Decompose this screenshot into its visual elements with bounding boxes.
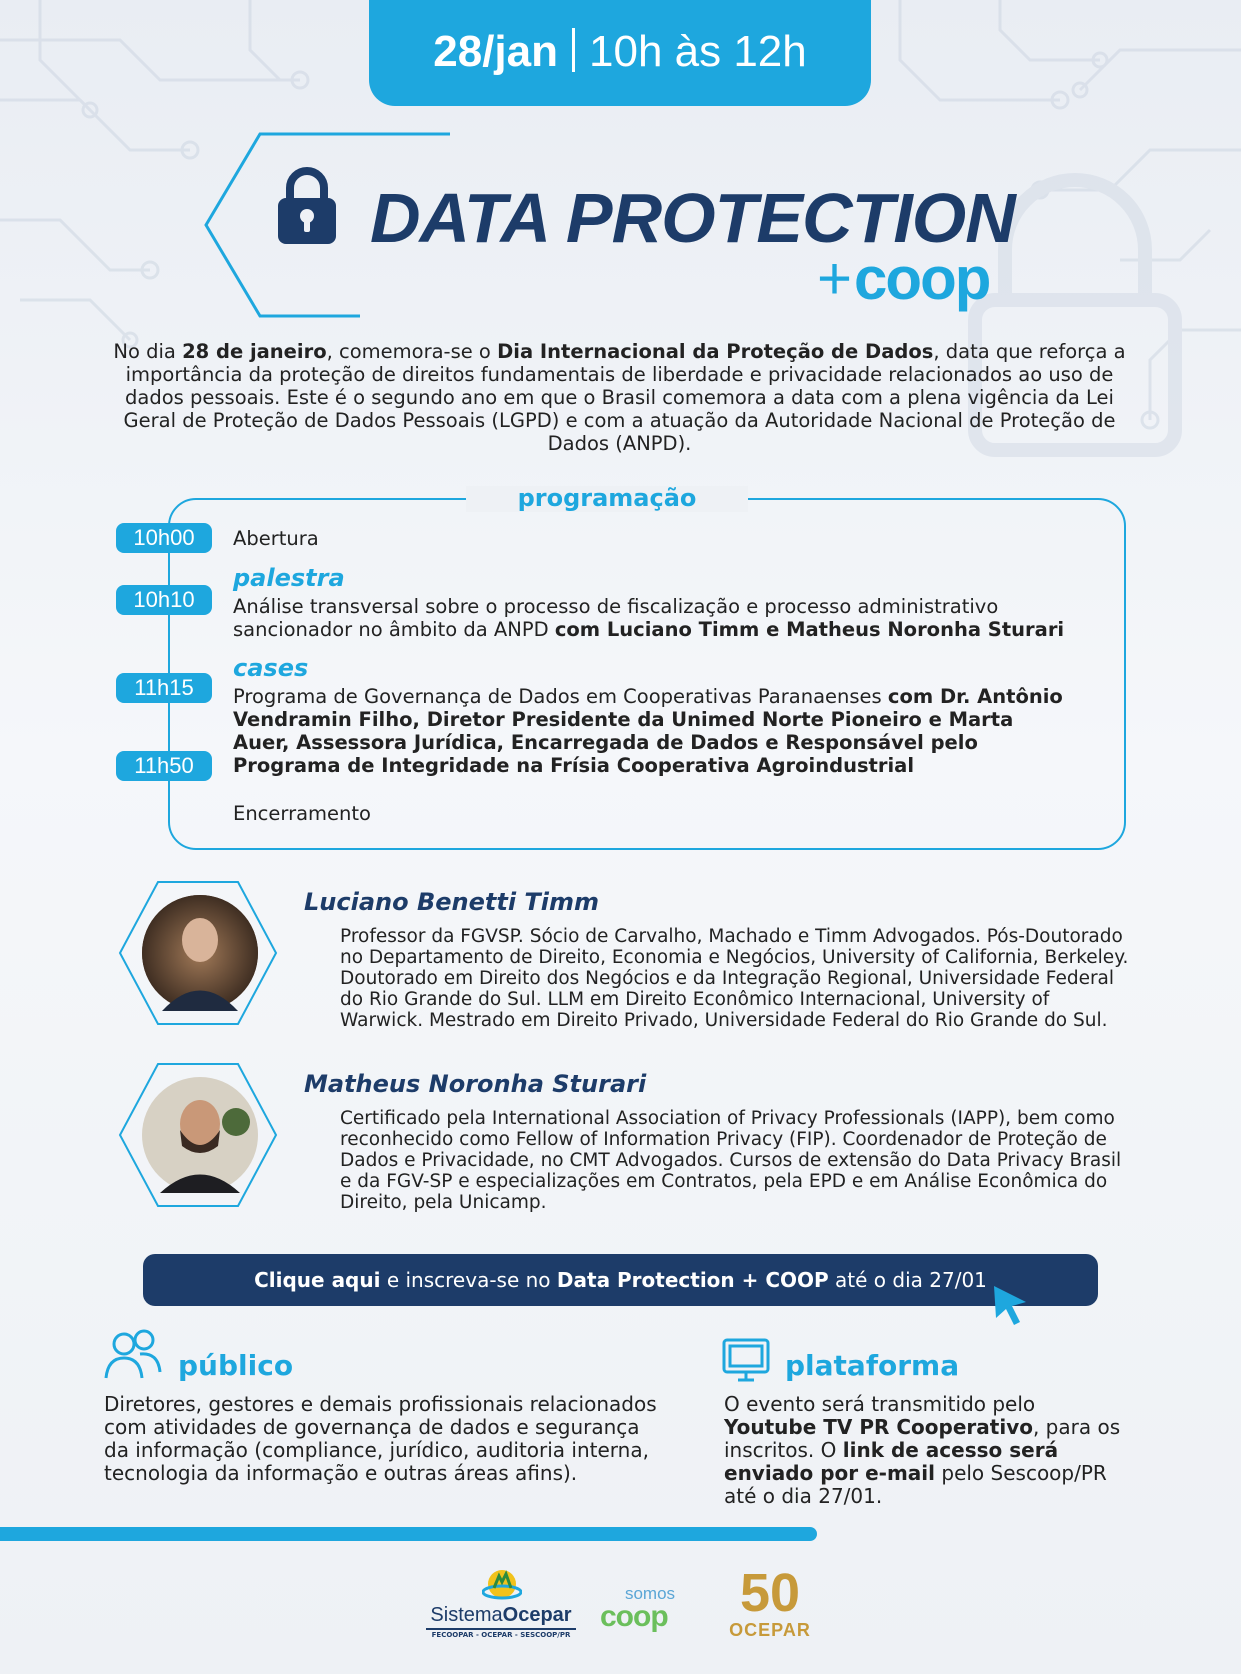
- platform-channel: Youtube TV PR Cooperativo: [724, 1415, 1033, 1439]
- coop-wordmark: [817, 244, 989, 313]
- sistema-ocepar-sub: FECOOPAR - OCEPAR - SESCOOP/PR: [426, 1628, 576, 1639]
- program-item-text: Encerramento: [233, 802, 371, 825]
- intro-text: No dia: [113, 340, 183, 363]
- cta-text: e inscreva-se no: [380, 1268, 557, 1292]
- ocepar-emblem-icon: [482, 1568, 522, 1604]
- speaker-bio: Certificado pela International Association of Privacy Professionals (IAPP), bem como reconhecido como Fellow of Information Privacy (FIP). Coordenador de Proteção de Dados e Privacidade, no CMT Advogados. Cursos de extensão do Data Privacy Brasil e da FGV-SP e especializações em Contratos, pela EPD e em Análise Econômica do Direito, pela Unicamp.: [340, 1108, 1122, 1213]
- program-label-cases: cases: [233, 654, 309, 682]
- platform-text-part: , para os inscritos. O: [724, 1415, 1121, 1462]
- plus-sign: +: [817, 245, 851, 312]
- cursor-icon: [990, 1282, 1030, 1328]
- date-time-banner: [369, 0, 871, 106]
- program-case-speakers: com Dr. Antônio Vendramin Filho, Diretor Presidente da Unimed Norte Pioneiro e Marta Auer, Assessora Jurídica, Encarregada de Dados e Responsável pelo Programa de Integridade na Frísia Cooperativa Agroindustrial: [233, 685, 1063, 777]
- time-badge: 10h10: [116, 585, 212, 615]
- somos-coop-logo: [600, 1584, 700, 1634]
- program-box: [168, 498, 1126, 850]
- fifty-years-number: 50: [739, 1563, 801, 1623]
- speaker-bio: Professor da FGVSP. Sócio de Carvalho, Machado e Timm Advogados. Pós-Doutorado no Departamento de Direito, Economia e Negócios, University of California, Berkeley. Doutorado em Direito dos Negócios e da Integração Regional, Universidade Federal do Rio Grande do Sul. LLM em Direito Econômico Internacional, University of Warwick. Mestrado em Direito Privado, Universidade Federal do Rio Grande do Sul.: [340, 926, 1129, 1031]
- logo-text-bold: Ocepar: [502, 1604, 572, 1626]
- program-title: programação: [517, 484, 697, 512]
- divider: [572, 28, 575, 72]
- intro-date: 28 de janeiro: [182, 340, 327, 363]
- intro-paragraph: [112, 340, 1127, 455]
- people-icon: [104, 1328, 162, 1382]
- program-talk-title: Análise transversal sobre o processo de fiscalização e processo administrativo sancionador no âmbito da ANPD: [233, 595, 999, 641]
- platform-title: plataforma: [785, 1349, 960, 1382]
- cta-event-name: Data Protection + COOP: [556, 1268, 829, 1292]
- event-date: 28/jan: [433, 27, 558, 76]
- ocepar-text: OCEPAR: [729, 1620, 811, 1640]
- platform-text-part: O evento será transmitido pelo: [724, 1392, 1036, 1416]
- coop-text: coop: [854, 245, 990, 312]
- logo-text: Sistema: [430, 1604, 503, 1626]
- sistema-ocepar-logo: [426, 1568, 576, 1638]
- somos-text: somos: [624, 1584, 676, 1603]
- lock-icon: [276, 166, 338, 246]
- program-label-palestra: palestra: [233, 564, 345, 592]
- event-time: 10h às 12h: [589, 27, 807, 76]
- program-item-text: Abertura: [233, 527, 319, 550]
- speaker-name: Matheus Noronha Sturari: [304, 1070, 647, 1098]
- platform-text: [724, 1393, 1124, 1508]
- time-badge: 11h15: [116, 673, 212, 703]
- audience-title: público: [178, 1349, 294, 1382]
- platform-text-part: pelo Sescoop/PR até o dia 27/01.: [724, 1461, 1107, 1508]
- program-case-title: Programa de Governança de Dados em Cooperativas Paranaenses: [233, 685, 888, 708]
- time-badge: 10h00: [116, 523, 212, 553]
- audience-text: Diretores, gestores e demais profissionais relacionados com atividades de governança de dados e segurança da informação (compliance, jurídico, auditoria interna, tecnologia da informação e outras áreas afins).: [104, 1392, 657, 1485]
- footer-accent-bar: [0, 1527, 817, 1541]
- speaker-photo: [118, 1060, 278, 1210]
- program-item-text: [233, 595, 1073, 641]
- sistema-ocepar-name: [426, 1604, 576, 1627]
- speaker-photo: [118, 878, 278, 1028]
- program-item-text: [233, 685, 1073, 777]
- time-badge: 11h50: [116, 751, 212, 781]
- intro-text: , comemora-se o: [326, 340, 498, 363]
- speaker-name: Luciano Benetti Timm: [304, 888, 600, 916]
- cta-deadline: até o dia 27/01: [828, 1268, 987, 1292]
- cta-click-here[interactable]: Clique aqui: [254, 1268, 381, 1292]
- platform-link-info: link de acesso será enviado por e-mail: [724, 1438, 1059, 1485]
- ocepar-50-logo: [720, 1563, 820, 1646]
- event-title: DATA PROTECTION: [370, 179, 1015, 257]
- program-speakers: com Luciano Timm e Matheus Noronha Sturari: [554, 618, 1065, 641]
- register-button[interactable]: [143, 1254, 1098, 1306]
- monitor-icon: [722, 1338, 770, 1382]
- intro-day-name: Dia Internacional da Proteção de Dados: [497, 340, 934, 363]
- intro-text: , data que reforça a importância da proteção de direitos fundamentais de liberdade e privacidade relacionados ao uso de dados pessoais. Este é o segundo ano em que o Brasil comemora a data com a plena vigência da Lei Geral de Proteção de Dados Pessoais (LGPD) e com a atuação da Autoridade Nacional de Proteção de Dados (ANPD).: [123, 340, 1126, 455]
- coop-logo-text: coop: [600, 1600, 668, 1633]
